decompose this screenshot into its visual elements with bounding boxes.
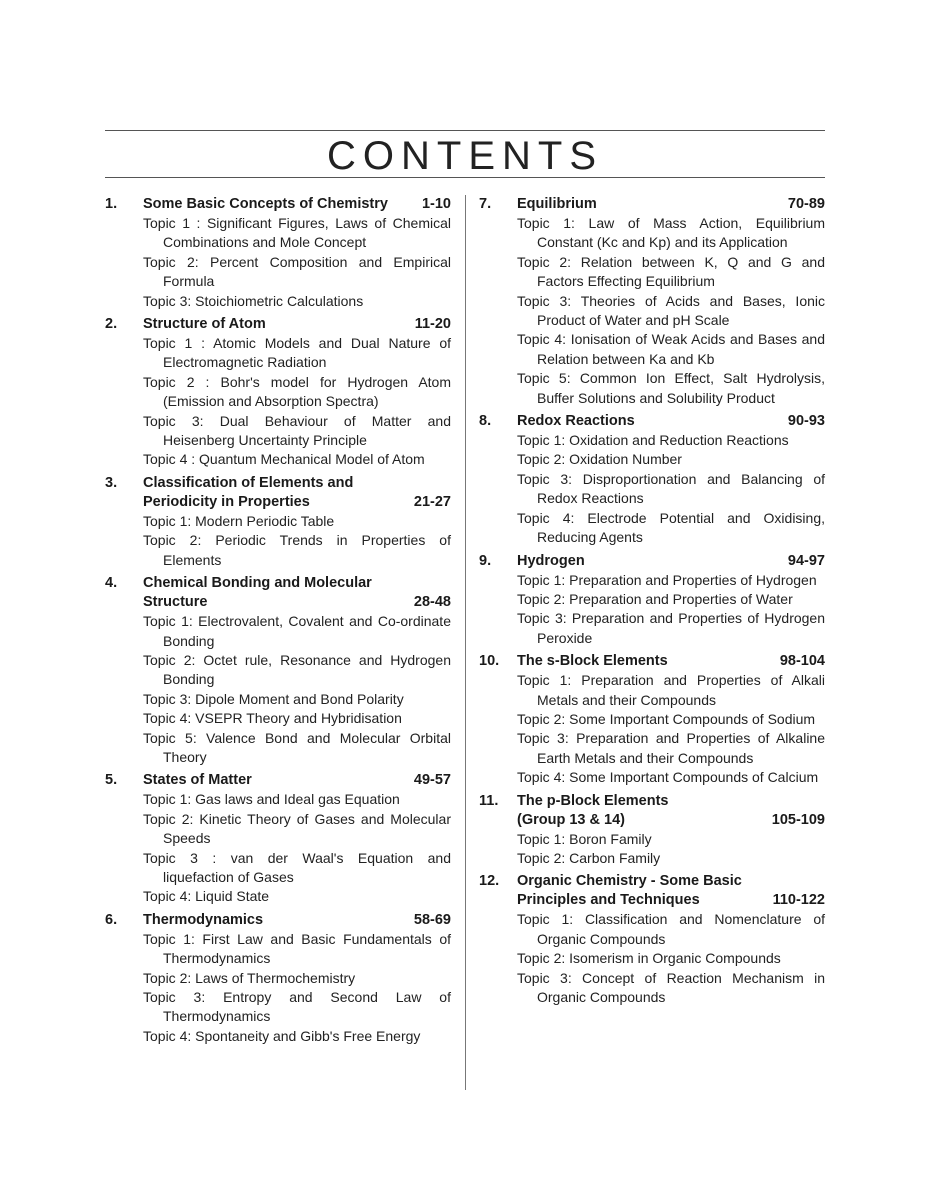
chapter-title: States of Matter (143, 772, 252, 789)
chapter-entry (105, 574, 451, 767)
topic-item: Topic 2: Isomerism in Organic Compounds (517, 950, 781, 967)
chapter-page-range: 90-93 (787, 413, 825, 430)
topic-item: Topic 3: Entropy and Second Law of Thermodynamics (143, 989, 451, 1025)
topic-item: Topic 5: Common Ion Effect, Salt Hydrolysis, Buffer Solutions and Solubility Product (517, 370, 825, 406)
chapter-title: The p-Block Elements (517, 792, 669, 809)
chapter-heading (105, 911, 451, 930)
topic-item: Topic 3: Dipole Moment and Bond Polarity (143, 690, 404, 707)
topic-item: Topic 1: Oxidation and Reduction Reactions (517, 432, 789, 449)
chapter-title: (Group 13 & 14) (517, 811, 625, 828)
page-title: CONTENTS (327, 134, 603, 178)
chapter-entry (479, 652, 825, 787)
chapter-title: Redox Reactions (517, 413, 635, 430)
chapter-title: Principles and Techniques (517, 892, 700, 909)
chapter-page-range: 110-122 (772, 892, 825, 909)
chapter-heading (105, 315, 451, 334)
topic-item: Topic 3 : van der Waal's Equation and liquefaction of Gases (143, 849, 451, 885)
topic-item: Topic 1: Law of Mass Action, Equilibrium Constant (Kc and Kp) and its Application (517, 215, 825, 251)
column-divider (465, 195, 466, 1090)
chapter-page-range: 58-69 (413, 911, 451, 928)
chapter-page-range: 105-109 (771, 811, 825, 828)
chapter-page-range: 94-97 (787, 552, 825, 569)
topic-item: Topic 1: Gas laws and Ideal gas Equation (143, 791, 400, 808)
chapter-heading (479, 195, 825, 214)
topic-item: Topic 2: Carbon Family (517, 849, 661, 866)
chapter-title: Thermodynamics (143, 911, 264, 928)
chapter-title: The s-Block Elements (517, 653, 668, 670)
topic-item: Topic 1: Modern Periodic Table (143, 512, 335, 529)
chapter-page-range: 28-48 (413, 594, 451, 611)
topic-item: Topic 3: Dual Behaviour of Matter and Heisenberg Uncertainty Principle (143, 412, 451, 449)
chapter-heading (105, 195, 451, 214)
topic-item: Topic 4: Ionisation of Weak Acids and Bases and Relation between Ka and Kb (517, 331, 825, 367)
topic-item: Topic 3: Concept of Reaction Mechanism in Organic Compounds (517, 969, 825, 1005)
title-underline-rule (105, 177, 825, 178)
chapter-number: 1. (105, 196, 118, 212)
chapter-title: Hydrogen (517, 552, 585, 569)
chapter-entry (105, 771, 451, 906)
chapter-page-range: 70-89 (787, 196, 825, 212)
topic-item: Topic 2: Preparation and Properties of Water (517, 590, 793, 607)
topic-item: Topic 4: Liquid State (143, 888, 270, 905)
chapter-title: Chemical Bonding and Molecular (143, 575, 372, 592)
topic-item: Topic 2: Periodic Trends in Properties of Elements (143, 532, 451, 568)
topic-item: Topic 1: First Law and Basic Fundamentals of Thermodynamics (143, 930, 451, 967)
chapter-heading (479, 412, 825, 431)
chapter-entry (479, 552, 825, 649)
topic-item: Topic 4: Spontaneity and Gibb's Free Energy (143, 1027, 421, 1044)
chapter-entry (105, 315, 451, 470)
chapter-entry (105, 911, 451, 1046)
chapter-heading (479, 872, 825, 910)
chapter-title: Some Basic Concepts of Chemistry (143, 196, 388, 212)
topic-item: Topic 3: Stoichiometric Calculations (143, 292, 364, 309)
chapter-heading (105, 574, 451, 612)
chapter-number: 2. (105, 316, 118, 333)
right-column (479, 195, 825, 1011)
chapter-title: Equilibrium (517, 196, 597, 212)
chapter-number: 12. (479, 873, 500, 890)
topic-item: Topic 1: Electrovalent, Covalent and Co-ordinate Bonding (143, 613, 451, 649)
chapter-heading (479, 652, 825, 671)
chapter-entry (479, 412, 825, 547)
topic-item: Topic 3: Disproportionation and Balancing of Redox Reactions (517, 470, 825, 507)
topic-item: Topic 3: Preparation and Properties of Hydrogen Peroxide (517, 610, 825, 646)
chapter-number: 9. (479, 552, 492, 569)
chapter-number: 7. (479, 196, 492, 212)
topic-item: Topic 4: Electrode Potential and Oxidising, Reducing Agents (517, 509, 825, 546)
topic-item: Topic 2: Kinetic Theory of Gases and Molecular Speeds (143, 810, 451, 847)
topic-item: Topic 1: Preparation and Properties of Alkali Metals and their Compounds (517, 672, 825, 708)
chapter-title: Organic Chemistry - Some Basic (517, 873, 742, 890)
chapter-page-range: 21-27 (413, 493, 451, 510)
left-column (105, 195, 451, 1050)
chapter-number: 10. (479, 653, 500, 670)
top-rule (105, 130, 825, 131)
chapter-number: 11. (479, 792, 499, 809)
chapter-heading (105, 771, 451, 790)
topic-item: Topic 2 : Bohr's model for Hydrogen Atom (Emission and Absorption Spectra) (143, 373, 451, 410)
chapter-number: 5. (105, 772, 118, 789)
topic-item: Topic 2: Oxidation Number (517, 451, 682, 468)
chapter-number: 3. (105, 474, 118, 491)
topic-item: Topic 1: Preparation and Properties of Hydrogen (517, 571, 817, 588)
chapter-entry (479, 195, 825, 408)
topic-item: Topic 1: Boron Family (517, 830, 652, 847)
topic-item: Topic 2: Relation between K, Q and G and Factors Effecting Equilibrium (517, 253, 825, 290)
chapter-number: 8. (479, 413, 492, 430)
chapter-heading (479, 552, 825, 571)
chapter-title: Structure (143, 594, 208, 611)
topic-item: Topic 3: Theories of Acids and Bases, Ionic Product of Water and pH Scale (517, 292, 825, 329)
chapter-entry (105, 474, 451, 570)
chapter-title: Classification of Elements and (143, 474, 354, 491)
chapter-page-range: 1-10 (421, 196, 451, 212)
topic-item: Topic 2: Laws of Thermochemistry (143, 969, 356, 986)
topic-item: Topic 1 : Significant Figures, Laws of Chemical Combinations and Mole Concept (143, 215, 451, 251)
topic-item: Topic 4: VSEPR Theory and Hybridisation (143, 710, 402, 727)
chapter-title: Structure of Atom (143, 316, 266, 333)
topic-item: Topic 4: Some Important Compounds of Calcium (517, 769, 819, 786)
chapter-title: Periodicity in Properties (143, 493, 310, 510)
chapter-heading (105, 474, 451, 512)
topic-item: Topic 4 : Quantum Mechanical Model of Atom (143, 451, 425, 468)
chapter-entry (105, 195, 451, 311)
chapter-page-range: 98-104 (779, 653, 825, 670)
topic-item: Topic 2: Percent Composition and Empirical Formula (143, 253, 451, 290)
topic-item: Topic 1: Classification and Nomenclature of Organic Compounds (517, 911, 825, 947)
chapter-page-range: 49-57 (413, 772, 451, 789)
topic-item: Topic 3: Preparation and Properties of Alkaline Earth Metals and their Compounds (517, 730, 825, 766)
chapter-heading (479, 792, 825, 830)
topic-item: Topic 2: Some Important Compounds of Sodium (517, 710, 816, 727)
chapter-number: 4. (105, 575, 118, 592)
chapter-number: 6. (105, 911, 118, 928)
chapter-page-range: 11-20 (414, 316, 451, 333)
topic-item: Topic 1 : Atomic Models and Dual Nature of Electromagnetic Radiation (143, 335, 451, 371)
topic-item: Topic 2: Octet rule, Resonance and Hydrogen Bonding (143, 651, 451, 688)
topic-item: Topic 5: Valence Bond and Molecular Orbital Theory (143, 729, 451, 765)
chapter-entry (479, 872, 825, 1007)
chapter-entry (479, 792, 825, 869)
